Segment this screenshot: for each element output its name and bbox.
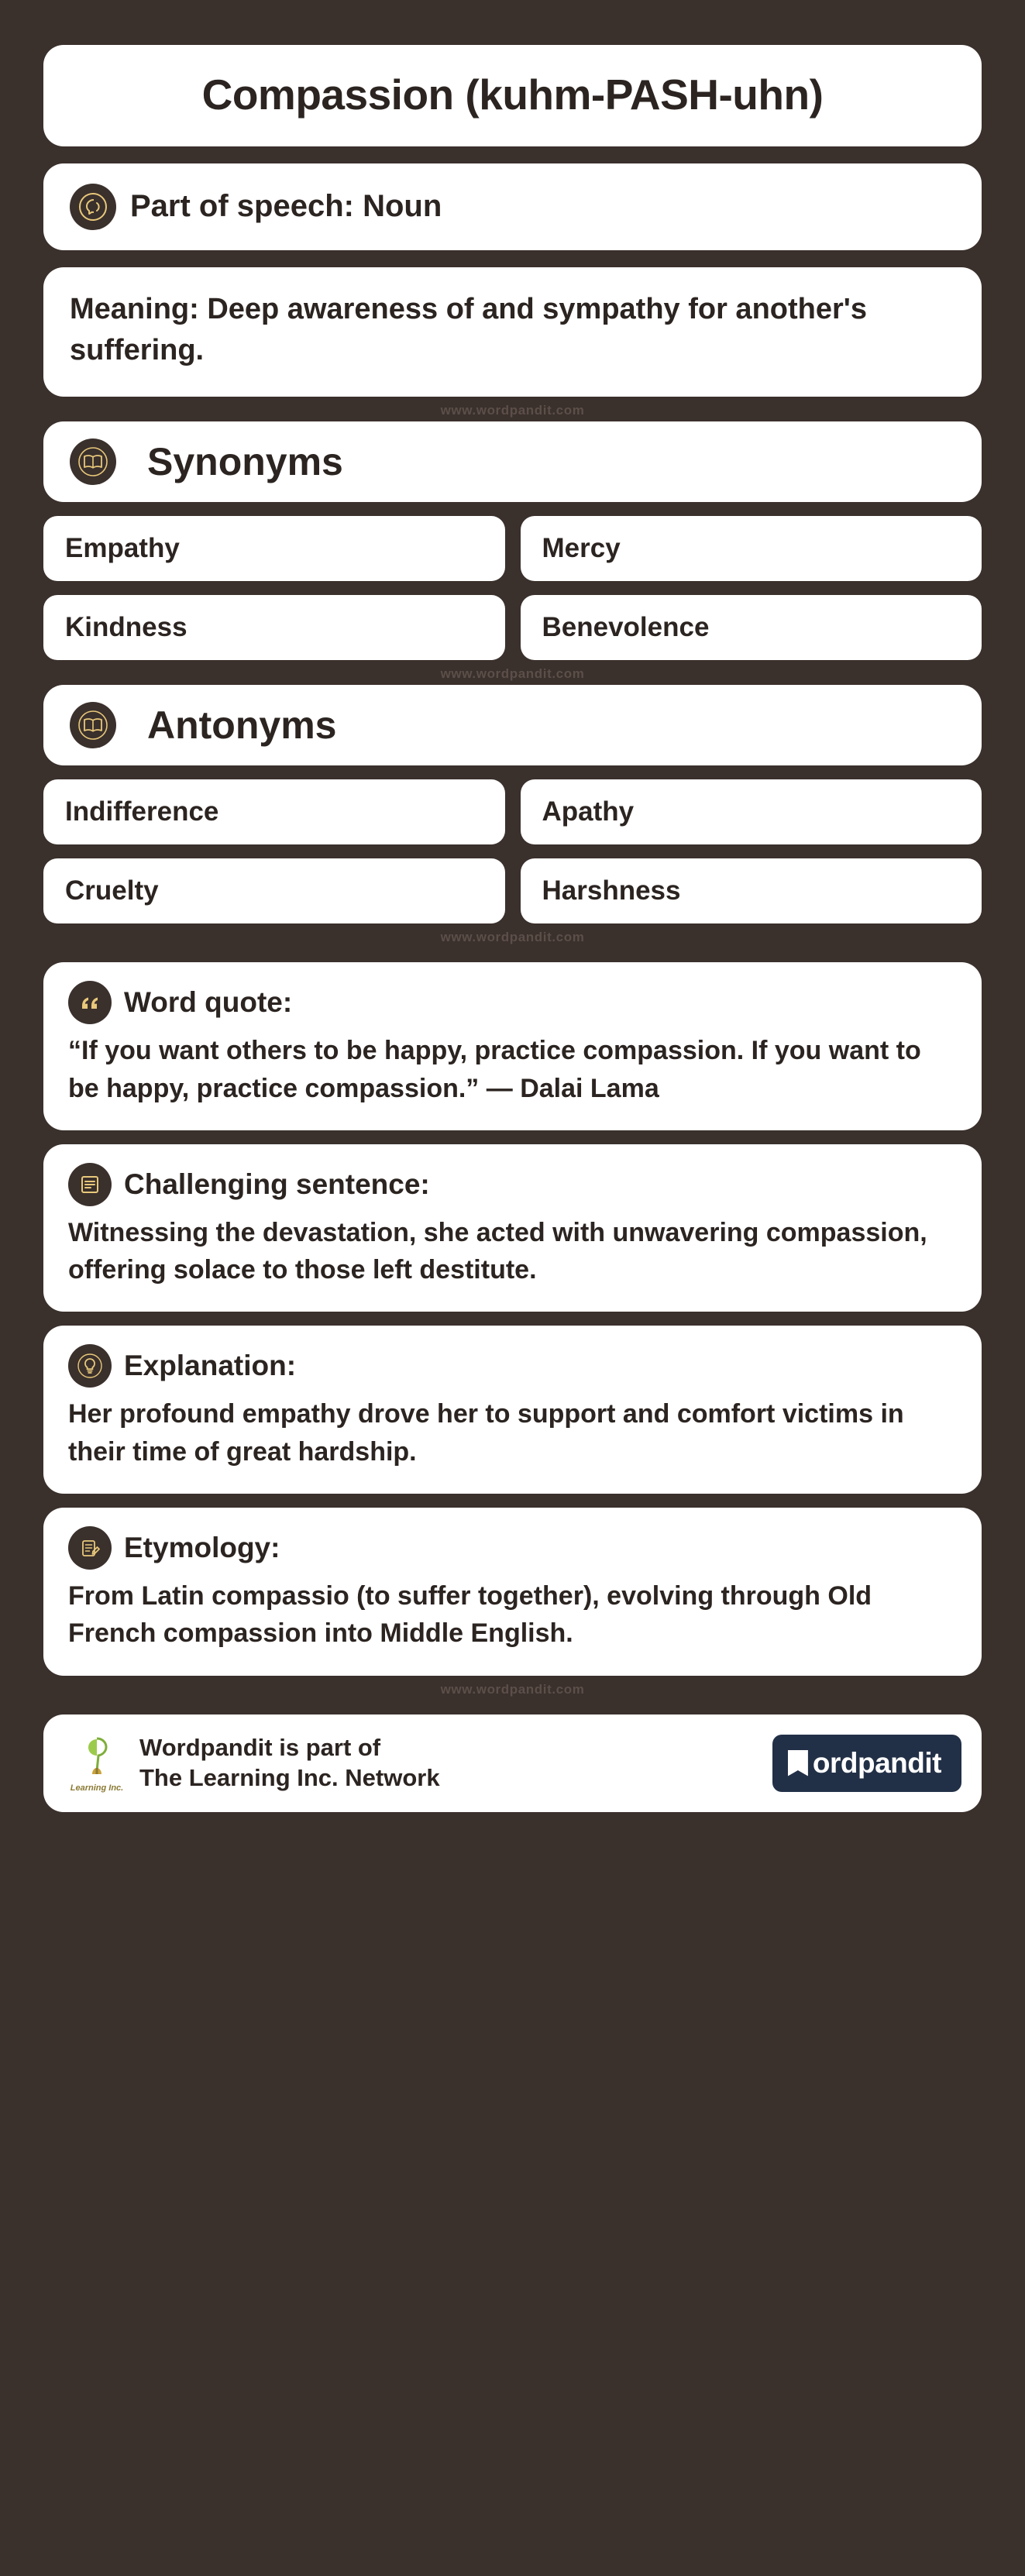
footer-panel [43, 1714, 982, 1812]
synonyms-heading: Synonyms [147, 440, 343, 484]
etymology-label: Etymology: [124, 1532, 280, 1563]
challenging-sentence-header [68, 1163, 957, 1206]
synonym-chip: Kindness [43, 595, 505, 660]
synonym-chip: Empathy [43, 516, 505, 581]
wordpandit-brand-badge [772, 1735, 961, 1792]
antonyms-header [43, 685, 982, 765]
antonym-chip: Indifference [43, 779, 505, 844]
etymology-header [68, 1526, 957, 1570]
footer-line-1: Wordpandit is part of [139, 1733, 381, 1761]
explanation-text: Her profound empathy drove her to support and comfort victims in their time of great hardship. [68, 1399, 904, 1467]
word-quote-panel [43, 962, 982, 1130]
challenging-sentence-text: Witnessing the devastation, she acted with unwavering compassion, offering solace to those left destitute. [68, 1217, 927, 1285]
meaning-panel [43, 267, 982, 397]
meaning-text: Meaning: Deep awareness of and sympathy for another's suffering. [70, 292, 867, 367]
explanation-label: Explanation: [124, 1350, 297, 1382]
part-of-speech-panel [43, 163, 982, 250]
synonyms-header [43, 421, 982, 502]
explanation-header [68, 1344, 957, 1388]
quote-icon [68, 981, 112, 1024]
word-quote-header [68, 981, 957, 1024]
learning-inc-tree-logo-icon [64, 1730, 130, 1797]
antonym-chip: Cruelty [43, 858, 505, 923]
etymology-text: From Latin compassio (to suffer together), evolving through Old French compassion into Middle English. [68, 1581, 872, 1649]
synonym-chip: Benevolence [521, 595, 982, 660]
brand-name: ordpandit [812, 1746, 941, 1779]
lightbulb-icon [68, 1344, 112, 1388]
word-quote-text: “If you want others to be happy, practice compassion. If you want to be happy, practice compassion.” — Dalai Lama [68, 1036, 921, 1103]
challenging-sentence-label: Challenging sentence: [124, 1168, 430, 1200]
antonym-chip: Apathy [521, 779, 982, 844]
speaking-head-icon [70, 184, 116, 230]
page-title: Compassion (kuhm-PASH-uhn) [201, 71, 824, 119]
footer-left [64, 1730, 440, 1797]
footer-text [139, 1733, 440, 1794]
explanation-panel [43, 1326, 982, 1494]
antonym-chip: Harshness [521, 858, 982, 923]
watermark-3: www.wordpandit.com [440, 930, 585, 945]
antonyms-heading: Antonyms [147, 703, 337, 748]
watermark-4: www.wordpandit.com [440, 1681, 585, 1697]
etymology-panel [43, 1508, 982, 1676]
synonym-chip: Mercy [521, 516, 982, 581]
watermark-2: www.wordpandit.com [440, 666, 585, 682]
word-title-panel [43, 45, 982, 146]
challenging-sentence-panel [43, 1144, 982, 1312]
document-lines-icon [68, 1163, 112, 1206]
open-book-icon [70, 439, 116, 485]
footer-line-2: The Learning Inc. Network [139, 1763, 440, 1791]
synonyms-grid [43, 516, 982, 660]
antonyms-grid [43, 779, 982, 923]
open-book-icon [70, 702, 116, 748]
writing-hand-icon [68, 1526, 112, 1570]
bookmark-flag-icon [788, 1750, 808, 1776]
footer-logo-caption: Learning Inc. [70, 1783, 124, 1793]
word-quote-label: Word quote: [124, 986, 293, 1019]
watermark-1: www.wordpandit.com [440, 403, 585, 418]
part-of-speech-text: Part of speech: Noun [130, 189, 442, 223]
